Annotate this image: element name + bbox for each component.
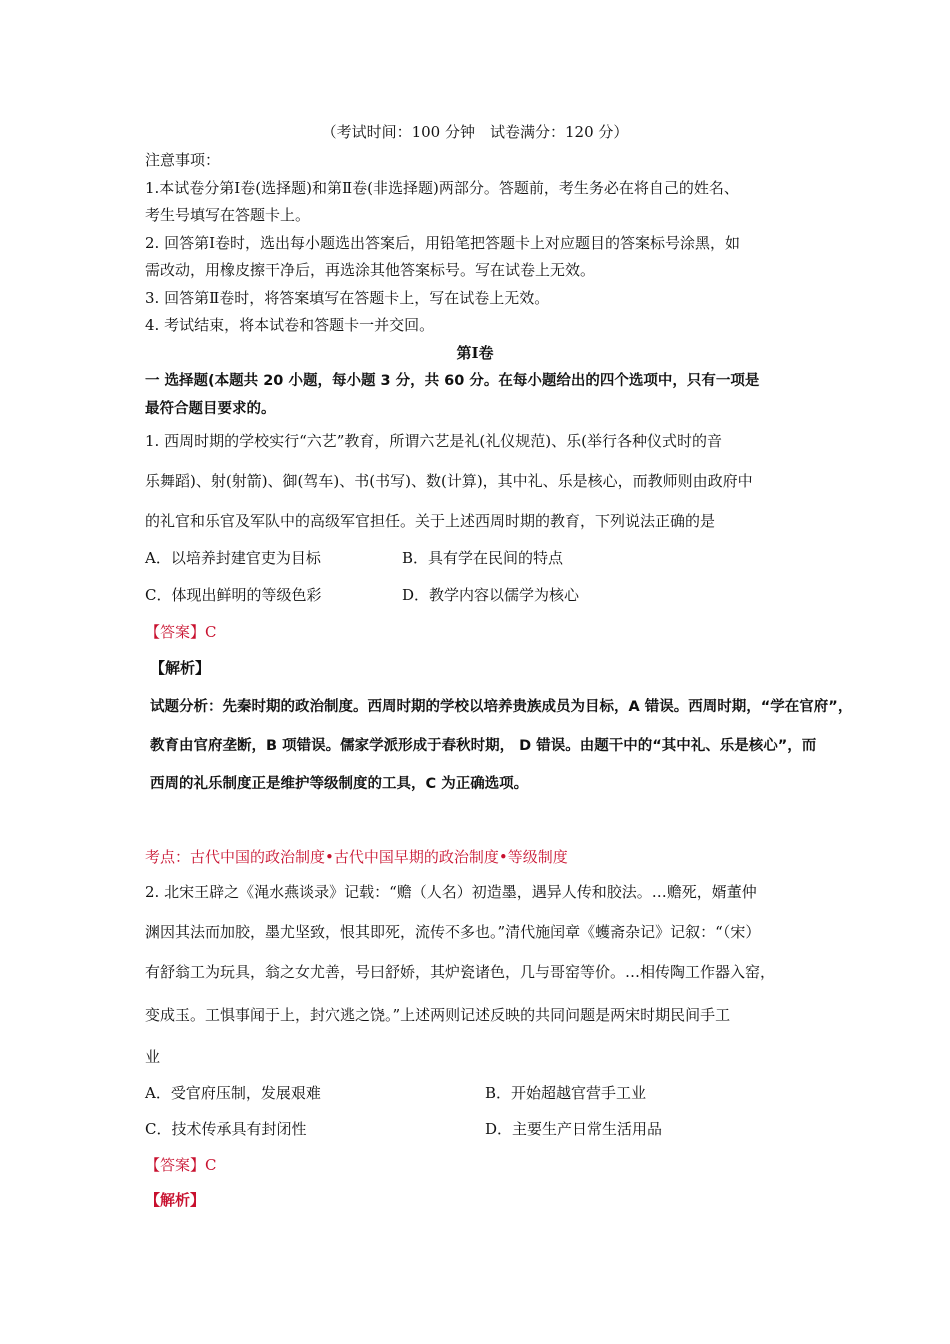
analysis-label: 【解析】 [150, 659, 211, 677]
kaodian-label: 考点：古代中国的政治制度•古代中国早期的政治制度•等级制度 [145, 848, 568, 866]
option-d: D．主要生产日常生活用品 [485, 1120, 663, 1138]
option-a: A．受官府压制，发展艰难 [145, 1084, 321, 1102]
option-d: D．教学内容以儒学为核心 [402, 586, 580, 604]
section-instruction: 一 选择题(本题共 20 小题，每小题 3 分，共 60 分。在每小题给出的四个选项中，只有一项是 [145, 373, 760, 389]
question-stem: 1. 西周时期的学校实行“六艺”教育，所谓六艺是礼(礼仪规范)、乐(举行各种仪式时的音 [145, 432, 722, 450]
notice-line: 2. 回答第Ⅰ卷时，选出每小题选出答案后，用铅笔把答题卡上对应题目的答案标号涂黑，如 [145, 234, 741, 252]
answer-label: 【答案】C [145, 1156, 217, 1174]
notice-line: 3. 回答第Ⅱ卷时，将答案填写在答题卡上，写在试卷上无效。 [145, 289, 550, 307]
question-stem: 2. 北宋王辟之《渑水燕谈录》记载：“赡（人名）初造墨，遇异人传和胶法。…赡死，婿董仲 [145, 883, 757, 901]
option-b: B．具有学在民间的特点 [402, 549, 564, 567]
exam-time-info: （考试时间：100 分钟 试卷满分：120 分） [321, 123, 629, 141]
option-c: C．体现出鲜明的等级色彩 [145, 586, 322, 604]
question-stem: 渊因其法而加胶，墨尤坚致，恨其即死，流传不多也。”清代施闰章《蠖斋杂记》记叙：“（宋） [145, 923, 761, 941]
notice-title: 注意事项： [145, 151, 221, 169]
analysis-text: 西周的礼乐制度正是维护等级制度的工具，C 为正确选项。 [150, 776, 529, 792]
question-stem: 的礼官和乐官及军队中的高级军官担任。关于上述西周时期的教育，下列说法正确的是 [145, 512, 716, 530]
question-stem: 乐舞蹈)、射(射箭)、御(驾车)、书(书写)、数(计算)，其中礼、乐是核心，而教师则由政府中 [145, 472, 753, 490]
question-stem: 有舒翁工为玩具，翁之女尤善，号曰舒娇，其炉瓷诸色，几与哥窑等价。…相传陶工作器入窑， [145, 963, 776, 981]
question-stem: 业 [145, 1048, 161, 1066]
section-title: 第Ⅰ卷 [456, 344, 494, 362]
notice-line: 4. 考试结束，将本试卷和答题卡一并交回。 [145, 316, 435, 334]
analysis-text: 教育由官府垄断，B 项错误。儒家学派形成于春秋时期， D 错误。由题干中的“其中礼、乐是核心”，而 [150, 738, 817, 754]
analysis-label: 【解析】 [145, 1191, 206, 1209]
notice-line: 1.本试卷分第Ⅰ卷(选择题)和第Ⅱ卷(非选择题)两部分。答题前，考生务必在将自己的姓名、 [145, 179, 739, 197]
notice-line: 考生号填写在答题卡上。 [145, 206, 311, 224]
question-stem: 变成玉。工惧事闻于上，封穴逃之饶。”上述两则记述反映的共同问题是两宋时期民间手工 [145, 1006, 731, 1024]
option-a: A．以培养封建官吏为目标 [145, 549, 321, 567]
notice-line: 需改动，用橡皮擦干净后，再选涂其他答案标号。写在试卷上无效。 [145, 261, 596, 279]
analysis-text: 试题分析：先秦时期的政治制度。西周时期的学校以培养贵族成员为目标，A 错误。西周时期，“学在官府”， [150, 699, 853, 715]
option-b: B．开始超越官营手工业 [485, 1084, 647, 1102]
option-c: C．技术传承具有封闭性 [145, 1120, 307, 1138]
answer-label: 【答案】C [145, 623, 217, 641]
section-instruction: 最符合题目要求的。 [145, 401, 276, 417]
